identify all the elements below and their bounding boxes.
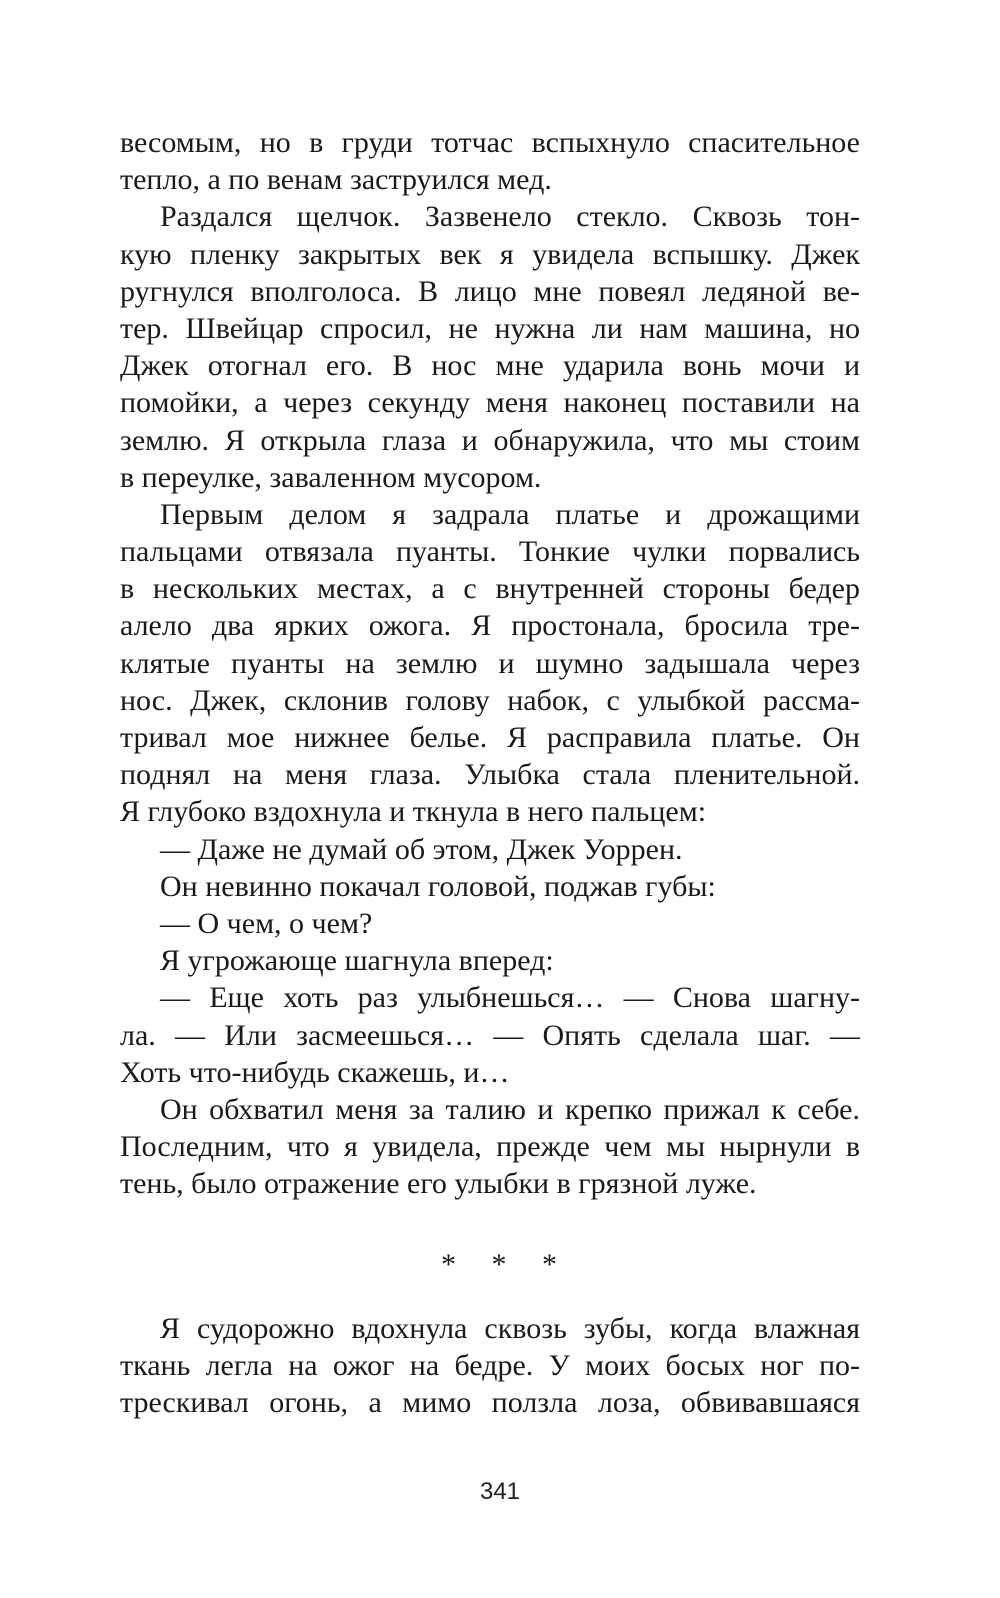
text-line: Джек отогнал его. В нос мне ударила вонь мочи и — [120, 349, 860, 383]
text-line: Я угрожающе шагнула вперед: — [160, 944, 554, 978]
text-line: Я глубоко вздохнула и ткнула в него пальцем: — [120, 795, 707, 829]
text-line: ткань легла на ожог на бедре. У моих босых ног по- — [120, 1349, 860, 1383]
page-number: 341 — [479, 1478, 521, 1505]
text-line: нос. Джек, склонив голову набок, с улыбкой рассма- — [120, 683, 860, 717]
section-separator: * * * — [441, 1248, 571, 1281]
text-line: землю. Я открыла глаза и обнаружила, что мы стоим — [120, 423, 860, 457]
text-line: трескивал огонь, а мимо ползла лоза, обвивавшаяся — [120, 1386, 860, 1420]
text-line: ла. — Или засмеешься… — Опять сделала шаг. — — [120, 1018, 860, 1052]
text-line: в переулке, заваленном мусором. — [120, 460, 542, 494]
text-line: поднял на меня глаза. Улыбка стала пленительной. — [120, 758, 860, 792]
text-line: Он обхватил меня за талию и крепко прижал к себе. — [160, 1092, 860, 1126]
text-line: — Еще хоть раз улыбнешься… — Снова шагну- — [160, 981, 860, 1015]
text-line: тер. Швейцар спросил, не нужна ли нам машина, но — [120, 311, 860, 345]
text-line: в нескольких местах, а с внутренней стороны бедер — [120, 572, 860, 606]
text-line: клятые пуанты на землю и шумно задышала через — [120, 646, 860, 680]
body-text-top — [120, 124, 860, 1202]
text-line: Он невинно покачал головой, поджав губы: — [160, 869, 716, 903]
text-line: Я судорожно вдохнула сквозь зубы, когда влажная — [160, 1312, 860, 1345]
text-line: тривал мое нижнее белье. Я расправила платье. Он — [120, 721, 860, 754]
text-line: — О чем, о чем? — [160, 906, 373, 940]
text-line: помойки, а через секунду меня наконец поставили на — [120, 386, 860, 420]
text-line: весомым, но в груди тотчас вспыхнуло спасительное — [120, 126, 860, 159]
text-line: тень, было отражение его улыбки в грязной луже. — [120, 1167, 757, 1201]
text-line: Первым делом я задрала платье и дрожащими — [160, 497, 860, 531]
text-line: тепло, а по венам заструился мед. — [120, 163, 552, 197]
text-line: — Даже не думай об этом, Джек Уоррен. — [160, 832, 683, 866]
text-line: алело два ярких ожога. Я простонала, бросила тре- — [120, 609, 860, 643]
text-line: Раздался щелчок. Зазвенело стекло. Сквозь тон- — [160, 200, 860, 234]
text-line: Хоть что-нибудь скажешь, и… — [120, 1055, 510, 1089]
text-line: кую пленку закрытых век я увидела вспышку. Джек — [120, 237, 860, 271]
text-line: ругнулся вполголоса. В лицо мне повеял ледяной ве- — [120, 274, 860, 308]
body-text-bottom — [120, 1310, 860, 1422]
text-line: Последним, что я увидела, прежде чем мы нырнули в — [120, 1130, 860, 1164]
text-line: пальцами отвязала пуанты. Тонкие чулки порвались — [120, 535, 860, 569]
